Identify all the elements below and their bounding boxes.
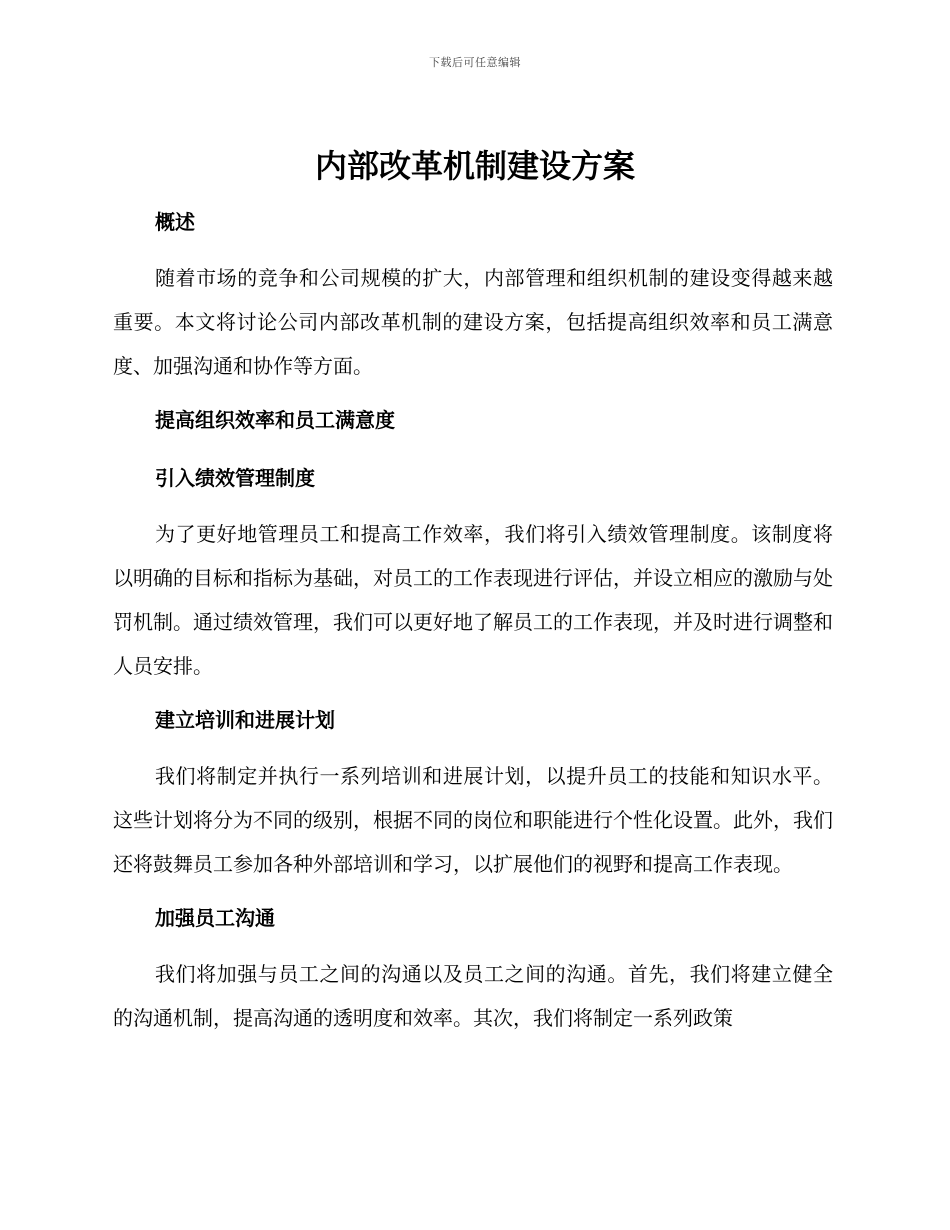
header-note: 下载后可任意编辑 <box>429 56 521 69</box>
document-title: 内部改革机制建设方案 <box>314 147 635 185</box>
section-heading-communication: 加强员工沟通 <box>155 906 275 930</box>
paragraph-training: 我们将制定并执行一系列培训和进展计划，以提升员工的技能和知识水平。这些计划将分为不同的级别，根据不同的岗位和职能进行个性化设置。此外，我们还将鼓舞员工参加各种外部培训和学习，以扩展他们的视野和提高工作表现。 <box>113 764 833 876</box>
paragraph-performance: 为了更好地管理员工和提高工作效率，我们将引入绩效管理制度。该制度将以明确的目标和指标为基础，对员工的工作表现进行评估，并设立相应的激励与处罚机制。通过绩效管理，我们可以更好地了解员工的工作表现，并及时进行调整和人员安排。 <box>113 522 833 678</box>
section-heading-training: 建立培训和进展计划 <box>155 708 335 732</box>
section-heading-efficiency: 提高组织效率和员工满意度 <box>155 408 395 432</box>
section-heading-overview: 概述 <box>155 210 195 234</box>
paragraph-communication: 我们将加强与员工之间的沟通以及员工之间的沟通。首先，我们将建立健全的沟通机制，提高沟通的透明度和效率。其次，我们将制定一系列政策 <box>113 962 833 1030</box>
section-heading-performance: 引入绩效管理制度 <box>155 466 315 490</box>
document-body <box>113 204 833 1040</box>
paragraph-overview: 随着市场的竞争和公司规模的扩大，内部管理和组织机制的建设变得越来越重要。本文将讨论公司内部改革机制的建设方案，包括提高组织效率和员工满意度、加强沟通和协作等方面。 <box>113 266 833 378</box>
